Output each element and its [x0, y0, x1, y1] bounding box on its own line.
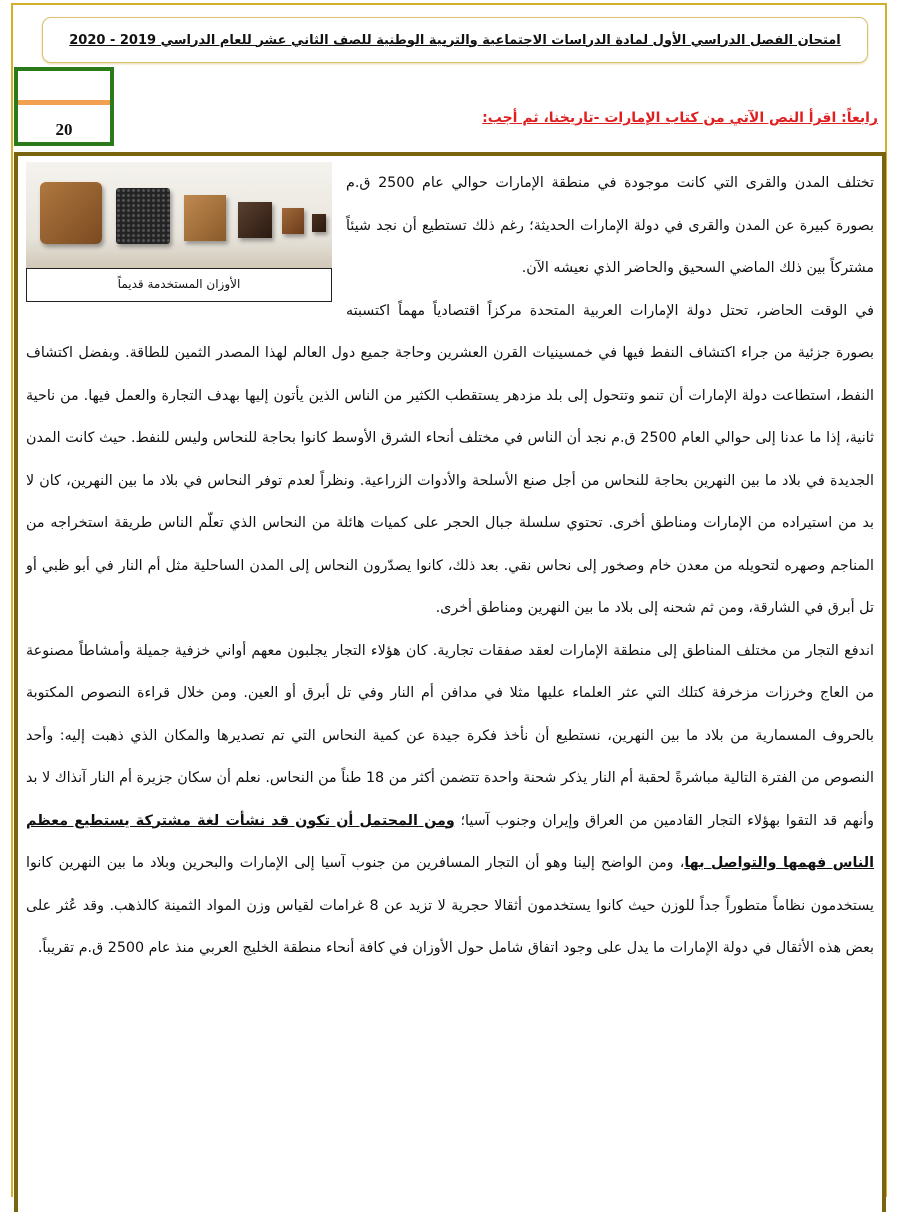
score-box — [14, 67, 114, 146]
paragraph-2: في الوقت الحاضر، تحتل دولة الإمارات العربية المتحدة مركزاً اقتصادياً مهماً اكتسبته بصورة جزئية من جراء اكتشاف النفط فيها في خمسينيات القرن العشرين وحاجة جميع دول العالم لهذا المصدر الثمين للطاقة. وبفضل اكتشاف النفط، استطاعت دولة الإمارات أن تنمو وتتحول إلى بلد مزدهر يستقطب الكثير من الناس الذين يأتون إليها بهدف التجارة والعمل فيها. من ناحية ثانية، إذا ما عدنا إلى حوالي العام 2500 ق.م نجد أن الناس في مختلف أنحاء الشرق الأوسط كانوا بحاجة للنحاس وليس للنفط. حيث كانت المدن الجديدة في بلاد ما بين النهرين بحاجة للنحاس من أجل صنع الأسلحة والأدوات الزراعية. ونظراً لعدم توفر النحاس في بلاد ما بين النهرين، كان لا بد من استيراده من الإمارات ومناطق أخرى. تحتوي سلسلة جبال الحجر على كميات هائلة من النحاس الذي تعلّم الناس طريقة استخراجه من المناجم وصهره لتحويله من معدن خام وصخور إلى نحاس نقي. بعد ذلك، كانوا يصدّرون النحاس إلى المدن الساحلية مثل أم النار في أبو ظبي أو تل أبرق في الشارقة، ومن ثم شحنه إلى بلاد ما بين النهرين ومناطق أخرى. — [26, 302, 875, 616]
paragraph-3 — [26, 630, 874, 970]
paragraph-3-part-1: اندفع التجار من مختلف المناطق إلى منطقة الإمارات لعقد صفقات تجارية. كان هؤلاء التجار يجلبون معهم أواني خزفية جميلة وأمشاطاً مصنوعة من العاج وخرزات مزخرفة كتلك التي عثر العلماء عليها مثلا في مدافن أم النار وفي تل أبرق أو العين. ومن خلال قراءة النصوص المكتوبة بالحروف المسمارية من بلاد ما بين النهرين، نستطيع أن نأخذ فكرة جيدة عن كمية النحاس التي تم تصديرها والمكان الذي ذهبت إليه: وأحد النصوص من الفترة التالية مباشرةً لحقبة أم النار يذكر شحنة واحدة تتضمن أكثر من 18 طناً من النحاس. نعلم أن سكان جزيرة أم النار آنذاك لا بد وأنهم قد التقوا بهؤلاء التجار القادمين من العراق وإيران وجنوب آسيا؛ — [26, 642, 874, 829]
weights-figure — [26, 162, 332, 302]
exam-title-box — [42, 17, 868, 63]
question-instruction: رابعاً: اقرأ النص الآتي من كتاب الإمارات -تاريخنا، ثم أجب: — [482, 110, 878, 126]
figure-caption: الأوزان المستخدمة قديماً — [26, 268, 332, 302]
paragraph-3-part-2: ، ومن الواضح إلينا وهو أن التجار المسافرين من جنوب آسيا إلى الإمارات والبحرين وبلاد ما بين النهرين كانوا يستخدمون نظاماً متطوراً جداً للوزن حيث كانوا يستخدمون أثقالا حجرية لا تزيد عن 8 غرامات لقياس وزن المواد الثمينة كالذهب. وقد عُثر على بعض هذه الأثقال في دولة الإمارات ما يدل على وجود اتفاق شامل حول الأوزان في كافة أنحاء منطقة الخليج العربي منذ عام 2500 ق.م تقريباً. — [26, 855, 874, 956]
exam-title: امتحان الفصل الدراسي الأول لمادة الدراسات الاجتماعية والتربية الوطنية للصف الثاني عشر للعام الدراسي 2019 - 2020 — [69, 32, 841, 48]
ancient-weights-image — [26, 162, 332, 268]
highlighted-sentence: ومن المحتمل أن تكون قد نشأت لغة مشتركة يستطيع معظم الناس فهمها والتواصل بها — [26, 812, 874, 871]
passage-box — [14, 152, 886, 1212]
passage — [26, 162, 874, 970]
score-value: 20 — [55, 120, 73, 139]
paragraph-1: تختلف المدن والقرى التي كانت موجودة في منطقة الإمارات حوالي عام 2500 ق.م بصورة كبيرة عن المدن والقرى في دولة الإمارات الحديثة؛ رغم ذلك تستطيع أن نجد شيئاً مشتركاً بين ذلك الماضي السحيق والحاضر الذي نعيشه الآن. — [346, 175, 874, 276]
score-divider — [18, 100, 110, 105]
